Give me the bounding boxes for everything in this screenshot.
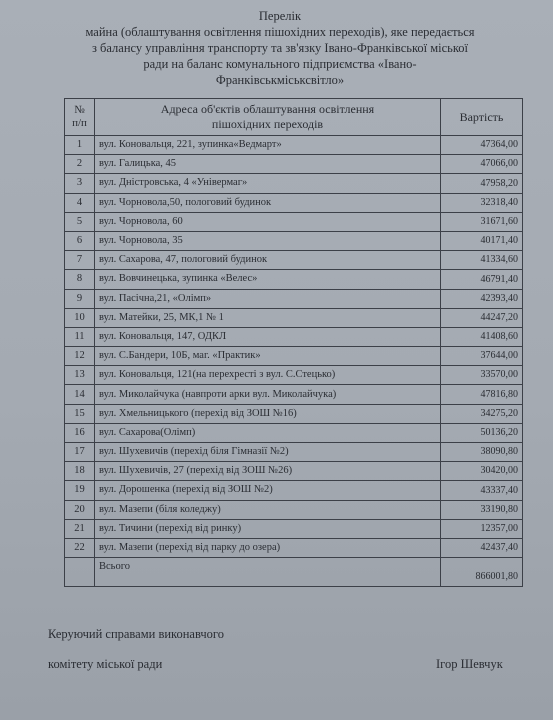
row-number: 17 xyxy=(65,443,95,462)
row-address: вул. Мазепи (біля коледжу) xyxy=(95,500,441,519)
row-address: вул. Галицька, 45 xyxy=(95,155,441,174)
row-cost: 30420,00 xyxy=(441,462,523,481)
table-row xyxy=(65,289,523,308)
row-cost: 42393,40 xyxy=(441,289,523,308)
row-number: 8 xyxy=(65,270,95,289)
signatory-name: Ігор Шевчук xyxy=(436,657,503,671)
table-row xyxy=(65,136,523,155)
row-address: вул. Дністровська, 4 «Універмаг» xyxy=(95,174,441,193)
heading-line-3: з балансу управління транспорту та зв'язку Івано-Франківської міської xyxy=(91,41,469,55)
row-cost: 42437,40 xyxy=(441,538,523,557)
table-row xyxy=(65,423,523,442)
table-row xyxy=(65,462,523,481)
row-address: вул. С.Бандери, 10Б, маг. «Практик» xyxy=(95,347,441,366)
row-address: вул. Чорновола,50, пологовий будинок xyxy=(95,193,441,212)
table-row xyxy=(65,481,523,500)
row-number: 5 xyxy=(65,212,95,231)
row-cost: 38090,80 xyxy=(441,443,523,462)
heading-line-1: Перелік xyxy=(258,9,302,23)
table-row xyxy=(65,366,523,385)
row-cost: 40171,40 xyxy=(441,231,523,250)
row-number: 9 xyxy=(65,289,95,308)
table-row xyxy=(65,308,523,327)
row-number: 15 xyxy=(65,404,95,423)
table-row xyxy=(65,231,523,250)
table-row xyxy=(65,174,523,193)
row-address: вул. Коновальця, 221, зупинка«Ведмарт» xyxy=(95,136,441,155)
row-number: 20 xyxy=(65,500,95,519)
table-row xyxy=(65,500,523,519)
row-cost: 41334,60 xyxy=(441,251,523,270)
row-number: 18 xyxy=(65,462,95,481)
heading-line-5: Франківськміськсвітло» xyxy=(215,73,345,87)
row-number: 19 xyxy=(65,481,95,500)
row-address: вул. Хмельницького (перехід від ЗОШ №16) xyxy=(95,404,441,423)
document-heading xyxy=(40,8,520,88)
row-address: вул. Сахарова, 47, пологовий будинок xyxy=(95,251,441,270)
row-number: 22 xyxy=(65,538,95,557)
row-cost: 33190,80 xyxy=(441,500,523,519)
row-number: 14 xyxy=(65,385,95,404)
row-number: 1 xyxy=(65,136,95,155)
row-cost: 41408,60 xyxy=(441,327,523,346)
row-cost: 33570,00 xyxy=(441,366,523,385)
row-number: 11 xyxy=(65,327,95,346)
row-address: вул. Матейки, 25, МК,1 № 1 xyxy=(95,308,441,327)
row-cost: 47066,00 xyxy=(441,155,523,174)
column-header-address: Адреса об'єктів облаштування освітлення пішохідних переходів xyxy=(95,99,441,136)
row-cost: 47958,20 xyxy=(441,174,523,193)
row-cost: 32318,40 xyxy=(441,193,523,212)
row-address: вул. Вовчинецька, зупинка «Велес» xyxy=(95,270,441,289)
heading-line-2: майна (облаштування освітлення пішохідних переходів), яке передається xyxy=(85,25,475,39)
row-cost: 47816,80 xyxy=(441,385,523,404)
row-number: 7 xyxy=(65,251,95,270)
table-row xyxy=(65,538,523,557)
row-address: вул. Чорновола, 35 xyxy=(95,231,441,250)
table-row xyxy=(65,251,523,270)
row-number: 3 xyxy=(65,174,95,193)
row-address: вул. Миколайчука (навпроти арки вул. Миколайчука) xyxy=(95,385,441,404)
row-address: вул. Пасічна,21, «Олімп» xyxy=(95,289,441,308)
row-number: 12 xyxy=(65,347,95,366)
table-row xyxy=(65,193,523,212)
table-row xyxy=(65,385,523,404)
row-address: вул. Коновальця, 147, ОДКЛ xyxy=(95,327,441,346)
row-number: 16 xyxy=(65,423,95,442)
row-address: вул. Чорновола, 60 xyxy=(95,212,441,231)
row-number: 6 xyxy=(65,231,95,250)
column-header-cost: Вартість xyxy=(441,99,523,136)
table-row xyxy=(65,404,523,423)
row-cost: 31671,60 xyxy=(441,212,523,231)
row-address: вул. Сахарова(Олімп) xyxy=(95,423,441,442)
table-row xyxy=(65,443,523,462)
table-header-row xyxy=(65,99,523,136)
table-row xyxy=(65,327,523,346)
table-row xyxy=(65,519,523,538)
table-row xyxy=(65,347,523,366)
row-cost: 37644,00 xyxy=(441,347,523,366)
row-cost: 44247,20 xyxy=(441,308,523,327)
total-label: Всього xyxy=(95,558,441,587)
row-cost: 50136,20 xyxy=(441,423,523,442)
signatory-title-line-1: Керуючий справами виконавчого xyxy=(48,627,224,641)
row-address: вул. Коновальця, 121(на перехресті з вул. С.Стецько) xyxy=(95,366,441,385)
table-row xyxy=(65,212,523,231)
total-row xyxy=(65,558,523,587)
row-number: 2 xyxy=(65,155,95,174)
row-cost: 43337,40 xyxy=(441,481,523,500)
row-address: вул. Мазепи (перехід від парку до озера) xyxy=(95,538,441,557)
row-cost: 46791,40 xyxy=(441,270,523,289)
row-address: вул. Шухевичів (перехід біля Гімназії №2) xyxy=(95,443,441,462)
table-row xyxy=(65,270,523,289)
property-table xyxy=(64,98,523,587)
total-value: 866001,80 xyxy=(441,558,523,587)
row-number: 10 xyxy=(65,308,95,327)
row-number: 21 xyxy=(65,519,95,538)
row-cost: 12357,00 xyxy=(441,519,523,538)
row-cost: 34275,20 xyxy=(441,404,523,423)
column-header-number: № п/п xyxy=(65,99,95,136)
row-number: 4 xyxy=(65,193,95,212)
heading-line-4: ради на баланс комунального підприємства «Івано- xyxy=(143,57,417,71)
row-address: вул. Дорошенка (перехід від ЗОШ №2) xyxy=(95,481,441,500)
row-cost: 47364,00 xyxy=(441,136,523,155)
table-row xyxy=(65,155,523,174)
row-number: 13 xyxy=(65,366,95,385)
row-address: вул. Тичини (перехід від ринку) xyxy=(95,519,441,538)
signatory-title-line-2: комітету міської ради xyxy=(48,657,163,671)
row-address: вул. Шухевичів, 27 (перехід від ЗОШ №26) xyxy=(95,462,441,481)
total-empty-cell xyxy=(65,558,95,587)
